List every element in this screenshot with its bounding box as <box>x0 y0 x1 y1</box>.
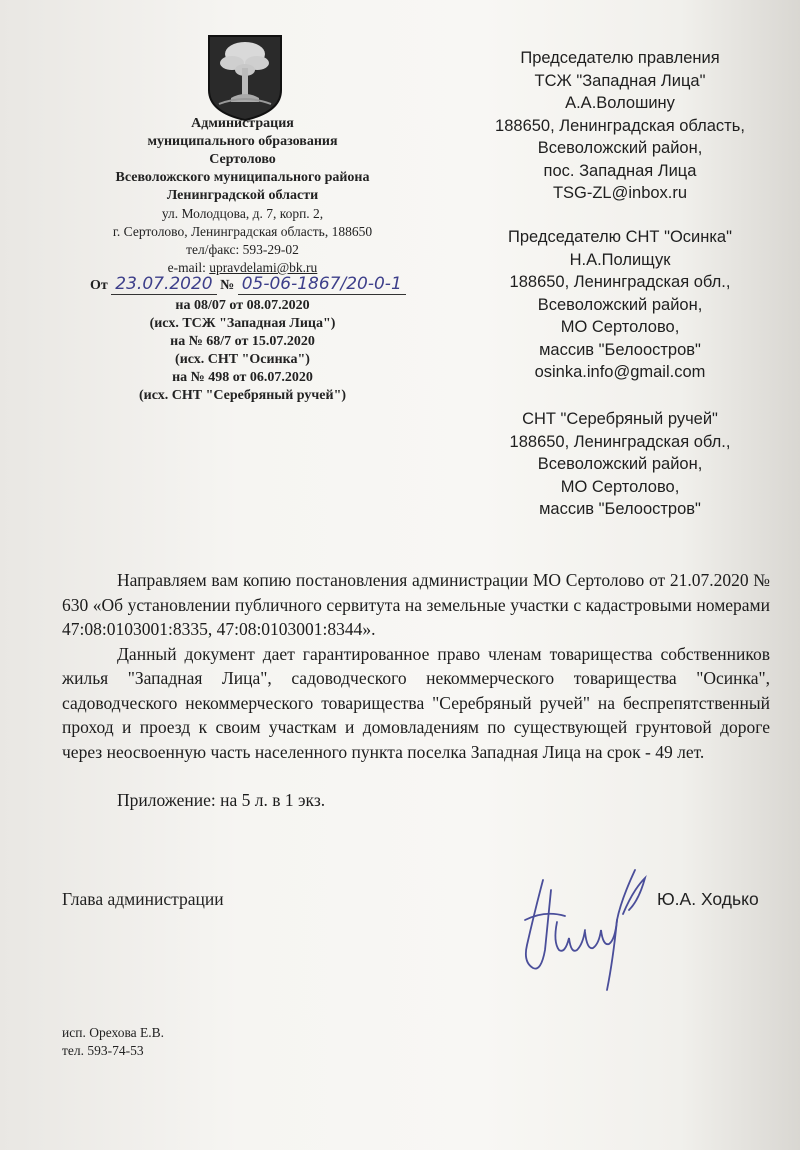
recipient-3 <box>470 408 770 521</box>
recipient-line: пос. Западная Лица <box>543 161 697 180</box>
org-line: муниципального образования <box>147 134 338 149</box>
coat-of-arms-pine-tree-icon <box>205 32 285 122</box>
executor-name: исп. Орехова Е.В. <box>62 1025 165 1040</box>
recipient-line: МО Сертолово, <box>560 477 680 496</box>
recipient-line: массив "Белоостров" <box>539 340 701 359</box>
recipient-line: 188650, Ленинградская область, <box>495 116 745 135</box>
org-line: Всеволожского муниципального района <box>115 170 370 185</box>
recipient-email: osinka.info@gmail.com <box>534 363 706 381</box>
registration-line <box>90 274 480 295</box>
recipient-email: TSG-ZL@inbox.ru <box>552 184 688 202</box>
org-phone: тел/факс: 593-29-02 <box>186 242 299 257</box>
recipient-line: СНТ "Серебряный ручей" <box>522 410 718 428</box>
org-address: г. Сертолово, Ленинградская область, 188650 <box>112 224 373 239</box>
body-paragraph: Данный документ дает гарантированное право членам товарищества собственников жилья "Западная Лица", садоводческого некоммерческого товарищества "Осинка", садоводческого некоммерческого товарищества "Серебряный ручей" на беспрепятственный проход и проезд к своим участкам и домовладениям по существующей грунтовой дороге через неосвоенную часть населенного пункта поселка Западная Лица на срок - 49 лет. <box>62 643 770 762</box>
email-label: e-mail: <box>167 260 206 275</box>
letter-body <box>62 568 770 813</box>
reference-line: (исх. СНТ "Серебряный ручей") <box>139 388 346 403</box>
reference-line: на № 498 от 06.07.2020 <box>172 370 313 385</box>
recipient-line: Председателю СНТ "Осинка" <box>508 228 732 246</box>
recipient-line: 188650, Ленинградская обл., <box>509 273 731 291</box>
body-paragraph: Направляем вам копию постановления администрации МО Сертолово от 21.07.2020 № 630 «Об установлении публичного сервитута на земельные участки с кадастровыми номерами 47:08:0103001:8335, 47:08:0103001:8344». <box>62 570 770 639</box>
handwritten-signature-icon <box>505 850 665 995</box>
org-line: Сертолово <box>209 152 276 167</box>
from-label: От <box>90 278 108 293</box>
recipient-line: Н.А.Полищук <box>569 250 671 269</box>
registration-date: 23.07.2020 <box>115 274 213 294</box>
recipient-1 <box>470 47 770 205</box>
executor-block <box>62 1024 164 1060</box>
attachment-note: Приложение: на 5 л. в 1 экз. <box>117 790 326 810</box>
recipient-line: ТСЖ "Западная Лица" <box>534 71 706 90</box>
org-email-link[interactable]: upravdelami@bk.ru <box>209 260 318 275</box>
recipient-line: 188650, Ленинградская обл., <box>509 432 731 451</box>
recipient-line: массив "Белоостров" <box>539 500 701 518</box>
reference-line: на № 68/7 от 15.07.2020 <box>170 334 315 349</box>
recipient-line: Всеволожский район, <box>537 295 703 314</box>
recipient-2 <box>470 226 770 384</box>
org-title: Администрация <box>191 116 294 131</box>
recipient-line: Всеволожский район, <box>537 455 703 473</box>
recipient-line: Всеволожский район, <box>537 139 703 157</box>
registration-number: 05-06-1867/20-0-1 <box>241 274 402 294</box>
number-label: № <box>220 278 235 293</box>
executor-phone: тел. 593-74-53 <box>62 1043 144 1058</box>
recipient-line: А.А.Волошину <box>565 94 675 112</box>
reference-line: на 08/07 от 08.07.2020 <box>175 298 310 313</box>
org-address: ул. Молодцова, д. 7, корп. 2, <box>161 206 324 221</box>
reference-line: (исх. ТСЖ "Западная Лица") <box>149 316 336 331</box>
letterhead <box>70 115 415 277</box>
recipient-line: Председателю правления <box>520 49 720 67</box>
recipient-line: МО Сертолово, <box>560 318 680 336</box>
signatory-name: Ю.А. Ходько <box>657 889 759 909</box>
reference-line: (исх. СНТ "Осинка") <box>175 352 310 367</box>
signatory-position: Глава администрации <box>62 889 224 909</box>
org-line: Ленинградской области <box>166 188 319 203</box>
reference-block <box>70 297 415 405</box>
